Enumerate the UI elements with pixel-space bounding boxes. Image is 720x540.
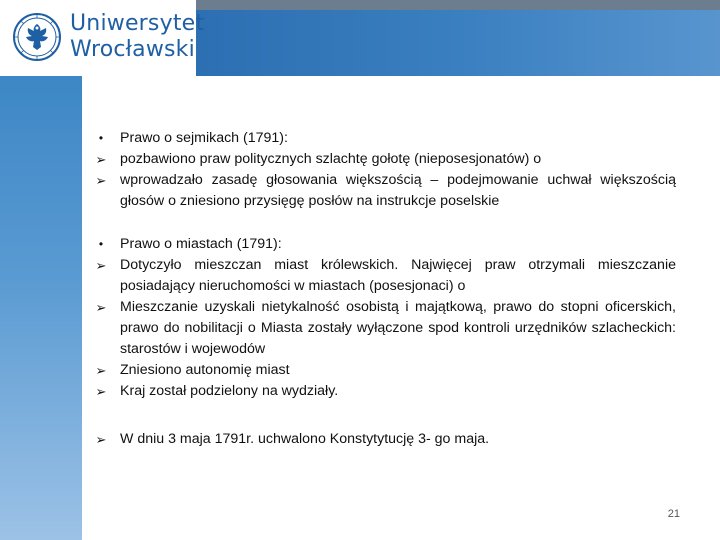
side-band <box>0 76 82 540</box>
arrow-item <box>90 297 676 360</box>
section2-item-4: Kraj został podzielony na wydziały. <box>120 383 339 399</box>
arrow-item <box>90 429 676 450</box>
arrow-item <box>90 170 676 212</box>
section1-heading: Prawo o sejmikach (1791): <box>120 130 288 146</box>
eagle-emblem-icon <box>12 12 62 62</box>
section1-item-1: pozbawiono praw politycznych szlachtę gołotę (nieposesjonatów) o <box>120 151 542 167</box>
section1-item-2: wprowadzało zasadę głosowania większością – podejmowanie uchwał większością głosów o zniesiono przysięgę posłów na instrukcje poselskie <box>120 172 676 209</box>
bullet-item <box>90 128 676 149</box>
slide-content <box>90 128 676 450</box>
arrow-marker: ➢ <box>95 384 107 399</box>
header-strip <box>196 0 720 10</box>
bullet-marker: • <box>98 237 104 251</box>
university-logo <box>0 0 205 76</box>
bullet-marker: • <box>98 131 104 145</box>
spacer <box>90 212 676 234</box>
header-band <box>196 0 720 76</box>
arrow-marker: ➢ <box>95 173 107 188</box>
section2-heading: Prawo o miastach (1791): <box>120 236 282 252</box>
section3-item-1: W dniu 3 maja 1791r. uchwalono Konstytytucję 3- go maja. <box>120 431 490 447</box>
spacer <box>90 402 676 429</box>
section2-item-3: Zniesiono autonomię miast <box>120 362 290 378</box>
arrow-marker: ➢ <box>95 300 107 315</box>
arrow-marker: ➢ <box>95 432 107 447</box>
section2-item-2: Mieszczanie uzyskali nietykalność osobistą i majątkową, prawo do stopni oficerskich, prawo do nobilitacji o Miasta zostały wyłączone spod kontroli urzędników szlacheckich: starostów i wojewodów <box>120 299 676 357</box>
arrow-item <box>90 149 676 170</box>
logo-text-line1: Uniwersytet <box>70 11 205 36</box>
arrow-marker: ➢ <box>95 258 107 273</box>
logo-text-line2: Wrocławski <box>70 37 195 62</box>
page-number: 21 <box>667 508 680 520</box>
arrow-marker: ➢ <box>95 363 107 378</box>
arrow-item <box>90 360 676 381</box>
bullet-item <box>90 234 676 255</box>
arrow-item <box>90 255 676 297</box>
arrow-item <box>90 381 676 402</box>
arrow-marker: ➢ <box>95 152 107 167</box>
section2-item-1: Dotyczyło mieszczan miast królewskich. Najwięcej praw otrzymali mieszczanie posiadający nieruchomości w miastach (posesjonaci) o <box>120 257 676 294</box>
